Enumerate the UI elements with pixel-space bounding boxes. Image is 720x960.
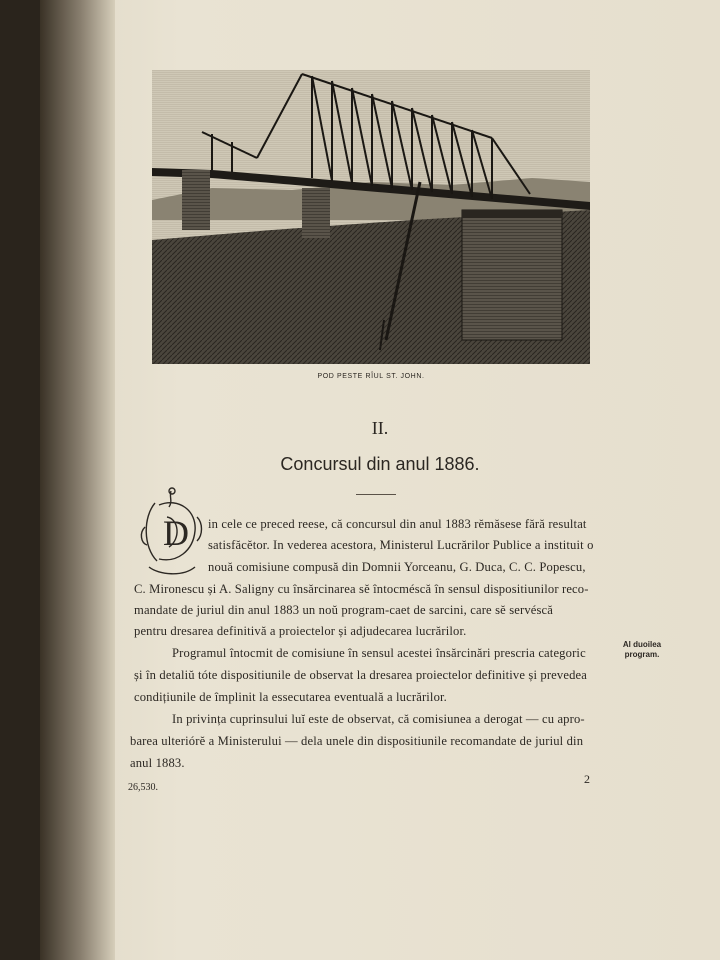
- margin-note: [612, 640, 672, 660]
- body-line: Programul întocmit de comisiune în sensul acestei însărcinări prescria categoric: [172, 646, 586, 660]
- initial-ornament-icon: [139, 487, 205, 579]
- figure-caption: POD PESTE RÎUL ST. JOHN.: [317, 373, 425, 380]
- body-line: nouă comisiune compusă din Domnii Yorceanu, G. Duca, C. C. Popescu,: [208, 560, 586, 574]
- body-line: anul 1883.: [130, 756, 185, 770]
- body-line: condițiunile de împlinit la essecutarea eventuală a lucrărilor.: [134, 690, 447, 704]
- body-line: barea ulteriórĕ a Ministerului — dela unele din dispositiunile recomandate de juriul din: [130, 734, 584, 748]
- chapter-number: II.: [371, 418, 389, 438]
- page-number: 2: [584, 772, 590, 786]
- ornamental-initial: [139, 487, 205, 579]
- bridge-illustration: [152, 70, 590, 364]
- body-line: și în detaliŭ tóte dispositiunile de observat la dresarea proiectelor definitive și prevedea: [134, 668, 588, 682]
- print-signature: 26,530.: [128, 782, 158, 793]
- initial-letter: D: [163, 513, 189, 553]
- chapter-title: Concursul din anul 1886.: [280, 454, 480, 474]
- body-line: In privința cuprinsului luĭ este de observat, că comisiunea a derogat — cu apro-: [172, 712, 585, 726]
- body-line: mandate de juriul din anul 1883 un noŭ program-caet de sarcini, care sĕ servéscă: [134, 603, 554, 617]
- body-line: pentru dresarea definitivă a proiectelor și adjudecarea lucrărilor.: [134, 624, 467, 638]
- title-divider: [356, 494, 396, 495]
- book-spine-shadow: [40, 0, 115, 960]
- margin-note-line: program.: [624, 650, 660, 659]
- body-line: in cele ce preced reese, că concursul din anul 1883 rĕmăsese fără resultat: [208, 517, 587, 531]
- body-line: C. Mironescu și A. Saligny cu însărcinarea sĕ întocméscă în sensul dispositiunilor reco-: [134, 582, 589, 596]
- body-line: satisfăcĕtor. In vederea acestora, Ministerul Lucrărilor Publice a instituit o: [208, 538, 594, 552]
- margin-note-line: Al duoilea: [622, 640, 662, 649]
- bridge-engraving: [152, 70, 590, 364]
